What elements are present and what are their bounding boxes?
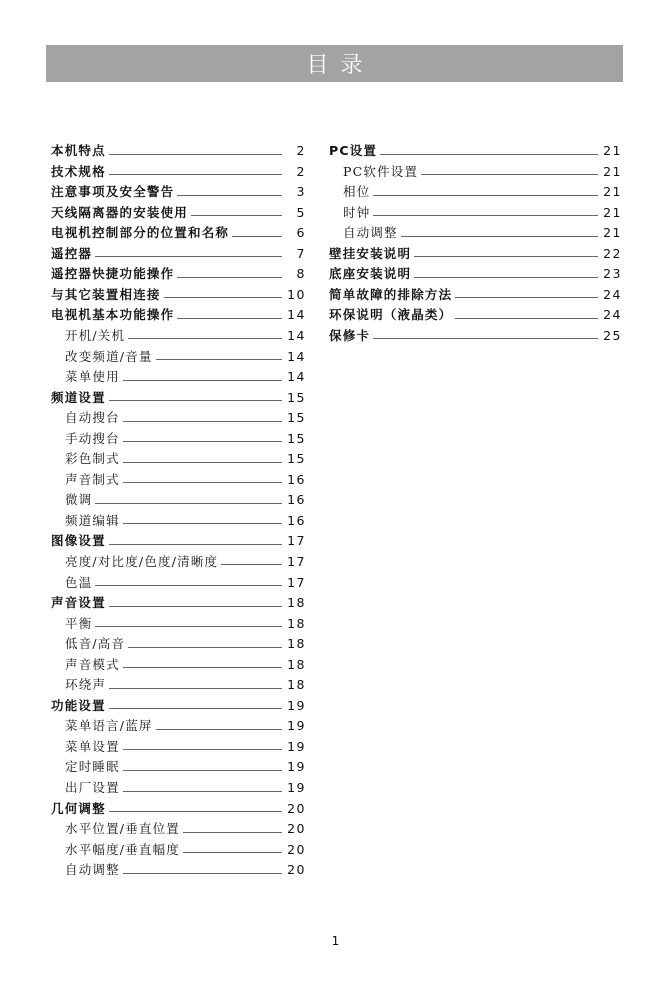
toc-entry-page: 24 <box>603 307 622 323</box>
toc-entry-page: 15 <box>287 410 306 426</box>
toc-entry-page: 6 <box>296 225 306 241</box>
toc-leader-line <box>109 400 282 401</box>
toc-entry[interactable] <box>51 692 306 713</box>
toc-leader-line <box>123 749 282 750</box>
toc-entry-label: 注意事项及安全警告 <box>51 184 175 200</box>
toc-entry-page: 15 <box>287 389 306 405</box>
toc-entry-label: 本机特点 <box>51 143 106 159</box>
toc-entry[interactable] <box>51 815 306 836</box>
toc-leader-line <box>123 667 282 668</box>
toc-entry[interactable] <box>51 712 306 733</box>
toc-entry-page: 25 <box>603 327 622 343</box>
toc-entry-page: 24 <box>603 286 622 302</box>
toc-entry-label: 自动搜台 <box>65 410 120 426</box>
toc-leader-line <box>183 852 282 853</box>
toc-entry[interactable] <box>329 137 622 158</box>
toc-leader-line <box>414 256 598 257</box>
toc-entry[interactable] <box>51 137 306 158</box>
toc-entry-page: 19 <box>287 780 306 795</box>
toc-entry[interactable] <box>51 322 306 343</box>
toc-entry-label: 平衡 <box>65 615 93 631</box>
toc-right-column <box>329 137 622 342</box>
toc-entry-label: 色温 <box>65 574 93 590</box>
toc-entry-page: 21 <box>603 163 622 179</box>
toc-entry[interactable] <box>51 219 306 240</box>
toc-leader-line <box>109 544 282 545</box>
toc-entry[interactable] <box>51 260 306 281</box>
toc-entry-label: 自动调整 <box>343 225 398 241</box>
toc-entry[interactable] <box>51 425 306 446</box>
toc-leader-line <box>123 441 282 442</box>
toc-leader-line <box>123 380 282 381</box>
toc-entry-page: 20 <box>287 862 306 878</box>
toc-entry-label: 开机/关机 <box>65 327 126 343</box>
toc-leader-line <box>177 195 282 196</box>
toc-entry-page: 10 <box>287 286 306 302</box>
toc-entry-page: 17 <box>287 533 306 549</box>
toc-leader-line <box>123 770 282 771</box>
toc-entry-page: 20 <box>287 821 306 837</box>
toc-entry-label: 与其它装置相连接 <box>51 286 161 302</box>
toc-entry-page: 3 <box>296 184 306 200</box>
toc-entry-page: 7 <box>296 245 306 261</box>
toc-entry[interactable] <box>329 240 622 261</box>
toc-entry-label: 技术规格 <box>51 163 106 179</box>
toc-leader-line <box>95 585 282 586</box>
toc-entry-label: PC软件设置 <box>343 163 419 179</box>
toc-entry[interactable] <box>329 322 622 343</box>
toc-leader-line <box>109 811 282 812</box>
toc-entry[interactable] <box>329 178 622 199</box>
toc-entry-page: 17 <box>287 574 306 590</box>
toc-entry[interactable] <box>51 733 306 754</box>
toc-entry[interactable] <box>51 158 306 179</box>
toc-entry-page: 18 <box>287 636 306 652</box>
toc-leader-line <box>380 154 598 155</box>
toc-entry-label: 环保说明（液晶类） <box>329 307 453 323</box>
toc-title-bar <box>46 45 623 82</box>
toc-leader-line <box>191 215 282 216</box>
toc-entry-page: 14 <box>287 369 306 385</box>
toc-leader-line <box>128 647 282 648</box>
toc-entry-label: 微调 <box>65 492 93 508</box>
toc-entry-page: 14 <box>287 348 306 364</box>
toc-entry[interactable] <box>51 774 306 795</box>
toc-entry[interactable] <box>51 384 306 405</box>
toc-leader-line <box>455 318 598 319</box>
toc-entry-label: 声音模式 <box>65 656 120 672</box>
toc-entry[interactable] <box>51 466 306 487</box>
toc-entry-label: 壁挂安装说明 <box>329 245 412 261</box>
toc-entry-page: 16 <box>287 492 306 508</box>
toc-entry-label: 定时睡眠 <box>65 759 120 775</box>
toc-entry-page: 18 <box>287 656 306 672</box>
toc-leader-line <box>177 318 282 319</box>
toc-entry[interactable] <box>51 610 306 631</box>
toc-leader-line <box>123 791 282 792</box>
toc-entry-label: 水平位置/垂直位置 <box>65 821 181 837</box>
toc-entry[interactable] <box>51 281 306 302</box>
toc-entry-page: 8 <box>296 266 306 282</box>
toc-entry[interactable] <box>51 753 306 774</box>
toc-leader-line <box>109 154 282 155</box>
toc-entry[interactable] <box>51 651 306 672</box>
page-number: 1 <box>331 934 340 948</box>
toc-entry-label: 时钟 <box>343 204 371 220</box>
toc-entry-label: 低音/高音 <box>65 636 126 652</box>
toc-entry-page: 15 <box>287 451 306 467</box>
toc-entry-label: 天线隔离器的安装使用 <box>51 204 189 220</box>
toc-leader-line <box>123 523 282 524</box>
toc-leader-line <box>373 338 598 339</box>
toc-entry-page: 16 <box>287 512 306 528</box>
toc-entry-label: 几何调整 <box>51 800 106 816</box>
toc-entry-label: 环绕声 <box>65 677 107 693</box>
toc-entry[interactable] <box>51 507 306 528</box>
toc-entry-label: 自动调整 <box>65 862 120 878</box>
toc-leader-line <box>373 215 598 216</box>
toc-entry-page: 21 <box>603 184 622 200</box>
toc-entry-label: 频道编辑 <box>65 512 120 528</box>
toc-leader-line <box>232 236 282 237</box>
toc-entry-label: 彩色制式 <box>65 451 120 467</box>
toc-leader-line <box>109 708 282 709</box>
toc-leader-line <box>95 503 282 504</box>
toc-entry-page: 16 <box>287 471 306 487</box>
toc-entry-label: 图像设置 <box>51 533 106 549</box>
toc-entry-page: 2 <box>296 143 306 159</box>
toc-entry-page: 14 <box>287 307 306 323</box>
toc-leader-line <box>156 729 282 730</box>
toc-entry-label: 简单故障的排除方法 <box>329 286 453 302</box>
toc-entry-page: 14 <box>287 327 306 343</box>
toc-entry-page: 19 <box>287 718 306 734</box>
toc-leader-line <box>164 297 282 298</box>
toc-entry[interactable] <box>51 342 306 363</box>
toc-entry[interactable] <box>51 301 306 322</box>
toc-entry-label: 亮度/对比度/色度/清晰度 <box>65 553 219 569</box>
toc-entry-page: 18 <box>287 595 306 611</box>
toc-entry-page: 18 <box>287 615 306 631</box>
page-title: 目录 <box>306 53 375 78</box>
toc-leader-line <box>455 297 598 298</box>
toc-leader-line <box>183 832 282 833</box>
toc-leader-line <box>414 277 598 278</box>
toc-entry-label: 菜单设置 <box>65 738 120 754</box>
toc-leader-line <box>109 688 282 689</box>
toc-entry-page: 19 <box>287 697 306 713</box>
toc-entry[interactable] <box>51 199 306 220</box>
toc-leader-line <box>123 421 282 422</box>
toc-entry-page: 20 <box>287 841 306 857</box>
toc-entry[interactable] <box>51 630 306 651</box>
toc-entry-label: 手动搜台 <box>65 430 120 446</box>
toc-leader-line <box>156 359 282 360</box>
toc-leader-line <box>123 462 282 463</box>
toc-leader-line <box>109 606 282 607</box>
toc-entry-page: 22 <box>603 245 622 261</box>
toc-entry-page: 23 <box>603 266 622 282</box>
toc-entry[interactable] <box>51 589 306 610</box>
toc-entry[interactable] <box>329 219 622 240</box>
toc-entry[interactable] <box>51 836 306 857</box>
toc-entry-page: 19 <box>287 738 306 754</box>
toc-entry[interactable] <box>329 281 622 302</box>
toc-entry-label: 电视机控制部分的位置和名称 <box>51 225 230 241</box>
toc-entry[interactable] <box>329 301 622 322</box>
toc-entry[interactable] <box>51 671 306 692</box>
toc-entry-page: 5 <box>296 204 306 220</box>
toc-entry[interactable] <box>51 795 306 816</box>
toc-entry-page: 19 <box>287 759 306 775</box>
toc-leader-line <box>123 873 282 874</box>
toc-entry-label: 菜单使用 <box>65 369 120 385</box>
toc-entry[interactable] <box>51 363 306 384</box>
toc-entry[interactable] <box>51 486 306 507</box>
toc-entry[interactable] <box>329 158 622 179</box>
toc-leader-line <box>401 236 598 237</box>
toc-entry-label: 底座安装说明 <box>329 266 412 282</box>
toc-leader-line <box>373 195 598 196</box>
toc-entry[interactable] <box>329 199 622 220</box>
toc-leader-line <box>109 174 282 175</box>
toc-entry-label: 频道设置 <box>51 389 106 405</box>
toc-entry-label: 相位 <box>343 184 371 200</box>
toc-entry-label: 遥控器快捷功能操作 <box>51 266 175 282</box>
toc-leader-line <box>95 256 282 257</box>
toc-entry[interactable] <box>51 240 306 261</box>
toc-entry-page: 18 <box>287 677 306 693</box>
toc-leader-line <box>123 482 282 483</box>
toc-entry[interactable] <box>51 568 306 589</box>
toc-entry[interactable] <box>51 178 306 199</box>
toc-entry-label: 菜单语言/蓝屏 <box>65 718 153 734</box>
toc-entry[interactable] <box>329 260 622 281</box>
toc-entry[interactable] <box>51 856 306 877</box>
toc-leader-line <box>95 626 282 627</box>
toc-entry[interactable] <box>51 445 306 466</box>
toc-entry-page: 20 <box>287 800 306 816</box>
toc-entry-page: 21 <box>603 225 622 241</box>
toc-entry-label: 功能设置 <box>51 697 106 713</box>
toc-entry-page: 15 <box>287 430 306 446</box>
toc-entry-label: 电视机基本功能操作 <box>51 307 175 323</box>
toc-entry-label: 出厂设置 <box>65 780 120 795</box>
toc-entry[interactable] <box>51 404 306 425</box>
toc-leader-line <box>177 277 282 278</box>
toc-entry-label: 保修卡 <box>329 327 371 343</box>
toc-entry-label: 声音制式 <box>65 471 120 487</box>
toc-entry[interactable] <box>51 527 306 548</box>
toc-leader-line <box>421 174 598 175</box>
toc-entry-label: 改变频道/音量 <box>65 348 153 364</box>
toc-leader-line <box>128 338 282 339</box>
toc-entry-label: PC设置 <box>329 143 378 159</box>
toc-leader-line <box>221 564 282 565</box>
toc-entry[interactable] <box>51 548 306 569</box>
toc-entry-page: 17 <box>287 553 306 569</box>
toc-entry-page: 2 <box>296 163 306 179</box>
toc-entry-page: 21 <box>603 204 622 220</box>
toc-entry-label: 遥控器 <box>51 245 93 261</box>
toc-entry-label: 声音设置 <box>51 595 106 611</box>
toc-entry-page: 21 <box>603 143 622 159</box>
toc-entry-label: 水平幅度/垂直幅度 <box>65 841 181 857</box>
toc-left-column <box>51 137 306 877</box>
